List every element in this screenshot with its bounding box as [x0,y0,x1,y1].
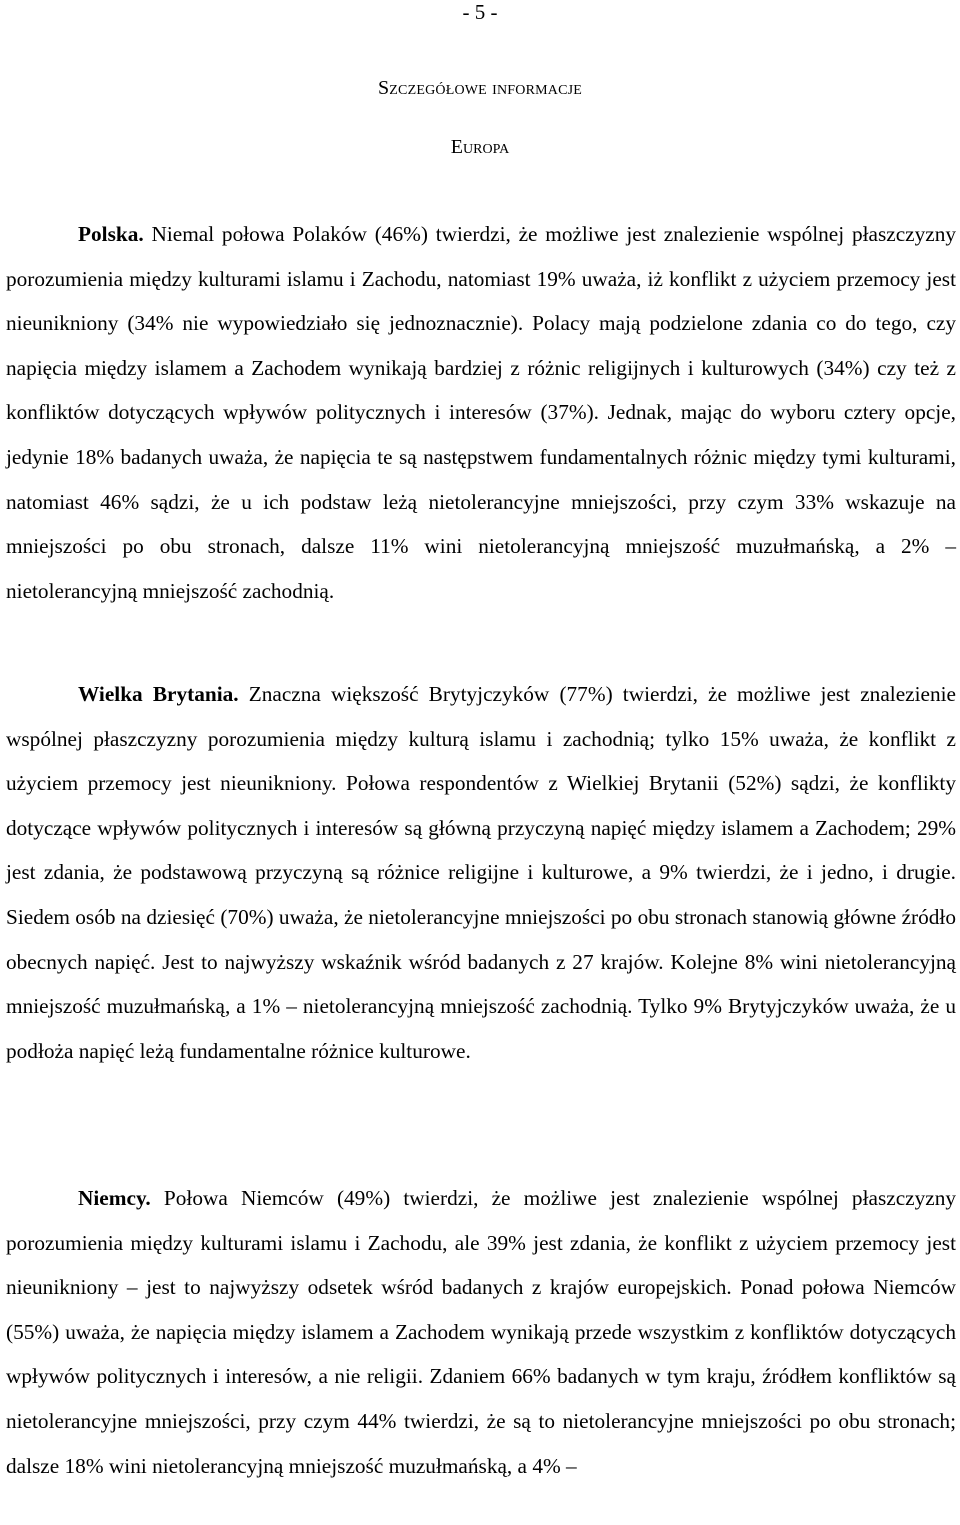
paragraph-germany [6,1176,956,1488]
paragraph-text-great-britain: Znaczna większość Brytyjczyków (77%) twierdzi, że możliwe jest znalezienie wspólnej płaszczyzny porozumienia między kulturą islamu i zachodnią; tylko 15% uważa, że konflikt z użyciem przemocy jest nieunikniony. Połowa respondentów z Wielkiej Brytanii (52%) sądzi, że konflikty dotyczące wpływów politycznych i interesów są główną przyczyną napięć między islamem a Zachodem; 29% jest zdania, że podstawową przyczyną są różnice religijne i kulturowe, a 9% twierdzi, że i jedno, i drugie. Siedem osób na dziesięć (70%) uważa, że nietolerancyjne mniejszości po obu stronach stanowią główne źródło obecnych napięć. Jest to najwyższy wskaźnik wśród badanych z 27 krajów. Kolejne 8% wini nietolerancyjną mniejszość muzułmańską, a 1% – nietolerancyjną mniejszość zachodnią. Tylko 9% Brytyjczyków uważa, że u podłoża napięć leżą fundamentalne różnice kulturowe. [6,682,956,1063]
paragraph-great-britain [6,672,956,1073]
page-number: - 5 - [462,0,498,24]
section-title: Szczegółowe informacje [377,77,583,99]
region-heading: Europa [450,136,510,158]
paragraph-text-poland: Niemal połowa Polaków (46%) twierdzi, że możliwe jest znalezienie wspólnej płaszczyzny porozumienia między kulturami islamu i Zachodu, natomiast 19% uważa, iż konflikt z użyciem przemocy jest nieunikniony (34% nie wypowiedziało się jednoznacznie). Polacy mają podzielone zdania co do tego, czy napięcia między islamem a Zachodem wynikają bardziej z różnic religijnych i kulturowych (34%) czy też z konfliktów dotyczących wpływów politycznych i interesów (37%). Jednak, mając do wyboru cztery opcje, jedynie 18% badanych uważa, że napięcia te są następstwem fundamentalnych różnic między tymi kulturami, natomiast 46% sądzi, że u ich podstaw leżą nietolerancyjne mniejszości, przy czym 33% wskazuje na mniejszości po obu stronach, dalsze 11% wini nietolerancyjną mniejszość muzułmańską, a 2% – nietolerancyjną mniejszość zachodnią. [6,222,956,603]
paragraph-text-germany: Połowa Niemców (49%) twierdzi, że możliwe jest znalezienie wspólnej płaszczyzny porozumienia między kulturami islamu i Zachodu, ale 39% jest zdania, że konflikt z użyciem przemocy jest nieunikniony – jest to najwyższy odsetek wśród badanych z krajów europejskich. Ponad połowa Niemców (55%) uważa, że napięcia między islamem a Zachodem wynikają przede wszystkim z konfliktów dotyczących wpływów politycznych i interesów, a nie religii. Zdaniem 66% badanych w tym kraju, źródłem konfliktów są nietolerancyjne mniejszości, przy czym 44% twierdzi, że są to nietolerancyjne mniejszości po obu stronach; dalsze 18% wini nietolerancyjną mniejszość muzułmańską, a 4% – [6,1186,956,1478]
paragraph-poland [6,212,956,613]
country-heading-great-britain: Wielka Brytania. [78,682,239,706]
country-heading-germany: Niemcy. [78,1186,151,1210]
country-heading-poland: Polska. [78,222,144,246]
